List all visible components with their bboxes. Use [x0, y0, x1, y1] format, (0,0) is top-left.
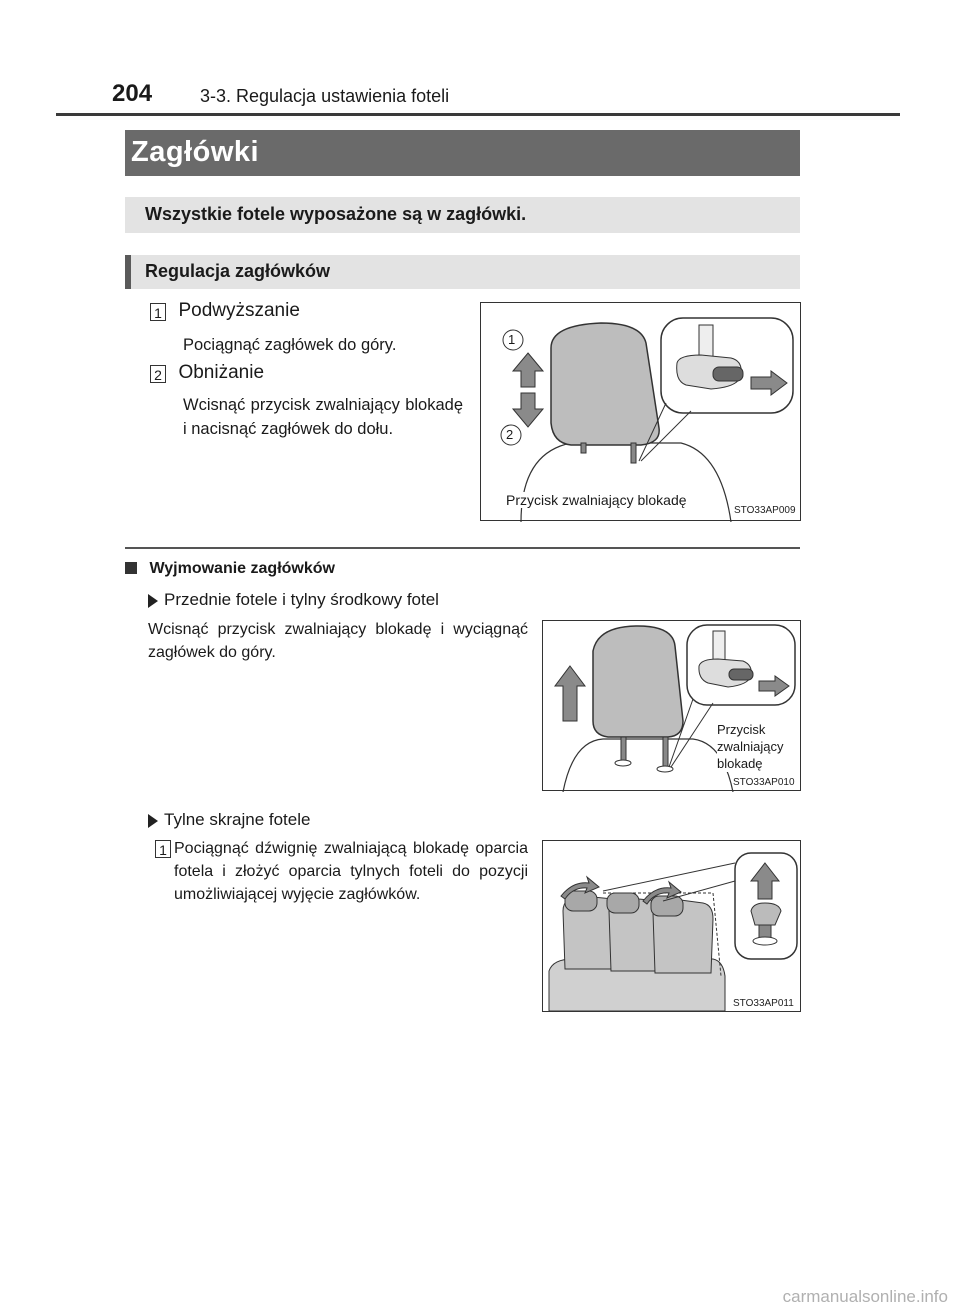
running-head: 3-3. Regulacja ustawienia foteli — [200, 86, 450, 106]
triangle-bullet-icon — [148, 594, 158, 608]
rear-seats-title: Tylne skrajne fotele — [164, 810, 311, 829]
page-number: 204 — [112, 80, 153, 107]
figure-front-headrest-removal — [542, 620, 801, 791]
removal-heading-row — [125, 560, 335, 578]
figure-code: STO33AP010 — [733, 777, 795, 788]
front-seats-row — [148, 590, 439, 610]
step-2-title-row — [150, 362, 264, 384]
intro-text: Wszystkie fotele wyposażone są w zagłówki. — [145, 204, 527, 224]
front-seats-text: Wcisnąć przycisk zwalniający blokadę i wyciągnąć zagłówek do góry. — [148, 621, 528, 661]
removal-heading: Wyjmowanie zagłówków — [149, 560, 335, 577]
step-2-title: Obniżanie — [178, 362, 265, 383]
step-1-title: Podwyższanie — [178, 300, 300, 321]
square-bullet-icon — [125, 562, 137, 574]
step-2-text: Wcisnąć przycisk zwalniający blokadę i nacisnąć zagłówek do dołu. — [183, 396, 463, 438]
label-line-1: Przycisk — [717, 722, 766, 737]
headrest-adjust-illustration — [481, 303, 802, 522]
header-rule — [56, 113, 900, 116]
intro-bar — [125, 197, 800, 233]
step-1-title-row — [150, 300, 300, 322]
section-divider — [125, 547, 800, 549]
release-button-label-stack — [717, 721, 783, 772]
label-line-2: zwalniający — [717, 739, 784, 754]
rear-seats-row — [148, 810, 310, 830]
label-line-3: blokadę — [717, 756, 763, 771]
figure-code: STO33AP009 — [734, 505, 796, 516]
page-title: Zagłówki — [131, 136, 260, 168]
callout-1: 1 — [508, 332, 516, 347]
figure-rear-seat-fold — [542, 840, 801, 1012]
rear-seat-fold-illustration — [543, 841, 802, 1013]
figure-headrest-adjust — [480, 302, 801, 521]
step-1-text: Pociągnąć zagłówek do góry. — [183, 336, 397, 354]
step-number-2: 2 — [150, 365, 166, 383]
front-seats-title: Przednie fotele i tylny środkowy fotel — [164, 590, 439, 609]
section-heading: Regulacja zagłówków — [145, 261, 331, 281]
page-title-bar — [125, 130, 800, 176]
figure-code: STO33AP011 — [733, 998, 794, 1009]
triangle-bullet-icon — [148, 814, 158, 828]
release-button-label: Przycisk zwalniający blokadę — [506, 492, 687, 508]
rear-seats-text: Pociągnąć dźwignię zwalniającą blokadę oparcia fotela i złożyć oparcia tylnych foteli do pozycji umożliwiającej wyjęcie zagłówków. — [174, 840, 528, 903]
section-heading-bar — [125, 255, 800, 289]
footer-watermark: carmanualsonline.info — [782, 1287, 948, 1306]
step-number-1: 1 — [150, 303, 166, 321]
rear-step-number: 1 — [155, 840, 171, 858]
callout-2: 2 — [506, 427, 514, 442]
